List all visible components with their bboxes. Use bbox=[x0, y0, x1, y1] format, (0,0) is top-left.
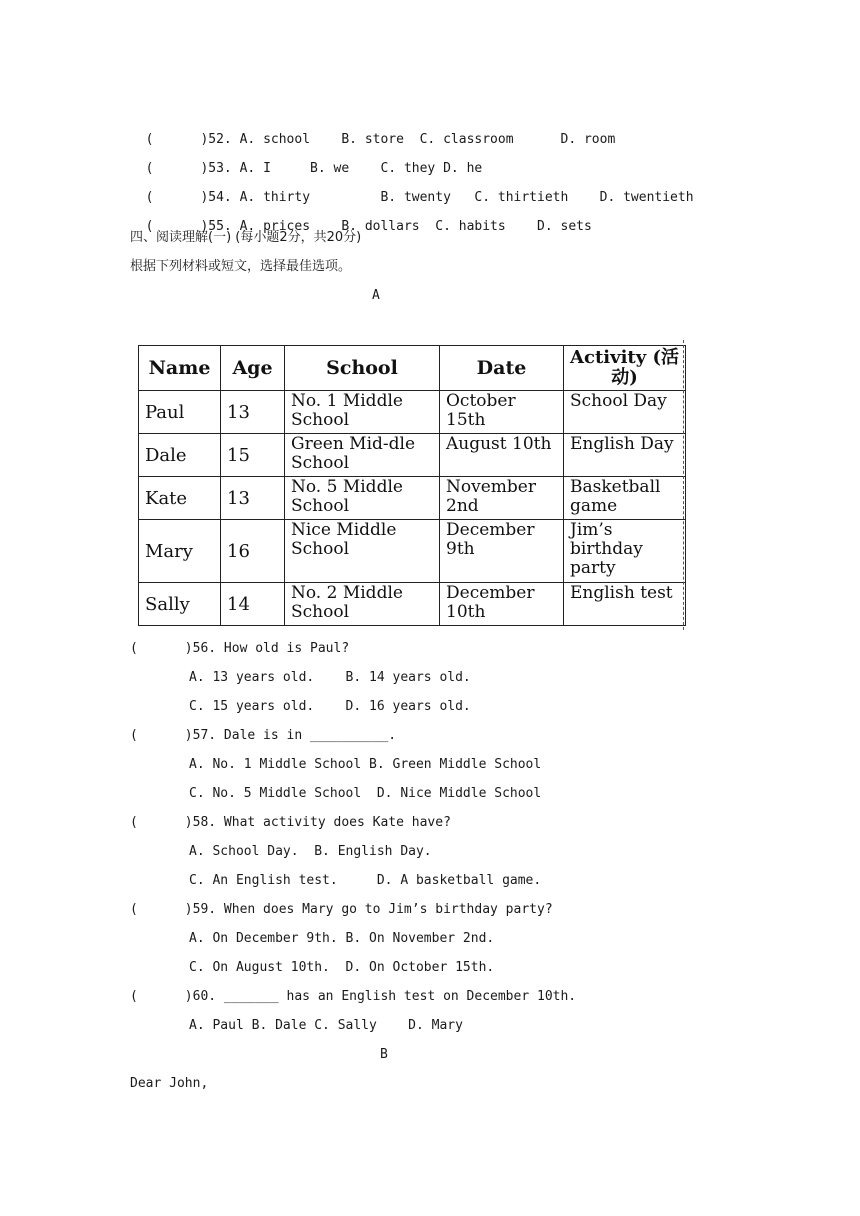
question-57-options-2: C. No. 5 Middle School D. Nice Middle School bbox=[189, 786, 542, 801]
cell-age: 16 bbox=[221, 520, 285, 583]
cell-name: Kate bbox=[139, 477, 221, 520]
passage-a-label: A bbox=[372, 288, 380, 303]
question-54: ( )54. A. thirty B. twenty C. thirtieth D. twentieth bbox=[145, 190, 694, 205]
question-58-options-1: A. School Day. B. English Day. bbox=[189, 844, 432, 859]
cell-school: Green Mid-dle School bbox=[285, 434, 440, 477]
question-options: A. school B. store C. classroom D. room bbox=[239, 132, 616, 147]
question-56-stem: ( )56. How old is Paul? bbox=[130, 641, 350, 656]
table-edge-divider bbox=[683, 340, 684, 630]
question-59-options-1: A. On December 9th. B. On November 2nd. bbox=[189, 931, 495, 946]
passage-b-label: B bbox=[380, 1047, 388, 1062]
question-58-options-2: C. An English test. D. A basketball game. bbox=[189, 873, 542, 888]
question-options: A. I B. we C. they D. he bbox=[239, 161, 483, 176]
question-58-stem: ( )58. What activity does Kate have? bbox=[130, 815, 451, 830]
question-53: ( )53. A. I B. we C. they D. he bbox=[145, 161, 483, 176]
cell-name: Sally bbox=[139, 583, 221, 626]
cell-activity: Basketball game bbox=[564, 477, 686, 520]
question-57-stem: ( )57. Dale is in __________. bbox=[130, 728, 397, 743]
question-57-options-1: A. No. 1 Middle School B. Green Middle School bbox=[189, 757, 542, 772]
section-heading: 四、阅读理解(一) (每小题2分，共20分) bbox=[130, 230, 362, 245]
cell-age: 13 bbox=[221, 477, 285, 520]
cell-school: No. 2 Middle School bbox=[285, 583, 440, 626]
table-header-row bbox=[139, 346, 686, 391]
answer-blank: ( bbox=[145, 190, 154, 205]
section-instruction: 根据下列材料或短文，选择最佳选项。 bbox=[130, 259, 352, 274]
header-activity: Activity (活动) bbox=[564, 346, 686, 391]
cell-school: No. 1 Middle School bbox=[285, 391, 440, 434]
cell-date: August 10th bbox=[440, 434, 564, 477]
question-55: ( )55. A. prices B. dollars C. habits D. sets bbox=[145, 219, 592, 234]
table-row bbox=[139, 583, 686, 626]
cell-age: 13 bbox=[221, 391, 285, 434]
cell-name: Dale bbox=[139, 434, 221, 477]
cell-activity: English test bbox=[564, 583, 686, 626]
question-59-options-2: C. On August 10th. D. On October 15th. bbox=[189, 960, 495, 975]
cell-name: Paul bbox=[139, 391, 221, 434]
table-row bbox=[139, 391, 686, 434]
student-activity-table bbox=[138, 345, 686, 626]
cell-date: December 10th bbox=[440, 583, 564, 626]
cell-name: Mary bbox=[139, 520, 221, 583]
cell-date: December 9th bbox=[440, 520, 564, 583]
question-60-options-1: A. Paul B. Dale C. Sally D. Mary bbox=[189, 1018, 463, 1033]
cell-age: 15 bbox=[221, 434, 285, 477]
cell-date: November 2nd bbox=[440, 477, 564, 520]
answer-blank: ( bbox=[145, 219, 154, 234]
question-56-options-1: A. 13 years old. B. 14 years old. bbox=[189, 670, 471, 685]
answer-blank: ( bbox=[145, 132, 154, 147]
cell-school: No. 5 Middle School bbox=[285, 477, 440, 520]
answer-blank: ( bbox=[145, 161, 154, 176]
cell-date: October 15th bbox=[440, 391, 564, 434]
question-56-options-2: C. 15 years old. D. 16 years old. bbox=[189, 699, 471, 714]
question-options: A. thirty B. twenty C. thirtieth D. twentieth bbox=[239, 190, 694, 205]
cell-activity: Jim’s birthday party bbox=[564, 520, 686, 583]
question-52: ( )52. A. school B. store C. classroom D. room bbox=[145, 132, 616, 147]
question-60-stem: ( )60. _______ has an English test on December 10th. bbox=[130, 989, 577, 1004]
cell-activity: School Day bbox=[564, 391, 686, 434]
question-59-stem: ( )59. When does Mary go to Jim’s birthday party? bbox=[130, 902, 553, 917]
cell-school: Nice Middle School bbox=[285, 520, 440, 583]
header-name: Name bbox=[139, 346, 221, 391]
letter-greeting: Dear John, bbox=[130, 1076, 209, 1091]
question-options: A. prices B. dollars C. habits D. sets bbox=[239, 219, 592, 234]
table-row bbox=[139, 434, 686, 477]
header-school: School bbox=[285, 346, 440, 391]
table-row bbox=[139, 520, 686, 583]
header-age: Age bbox=[221, 346, 285, 391]
cell-age: 14 bbox=[221, 583, 285, 626]
table-row bbox=[139, 477, 686, 520]
header-date: Date bbox=[440, 346, 564, 391]
cell-activity: English Day bbox=[564, 434, 686, 477]
